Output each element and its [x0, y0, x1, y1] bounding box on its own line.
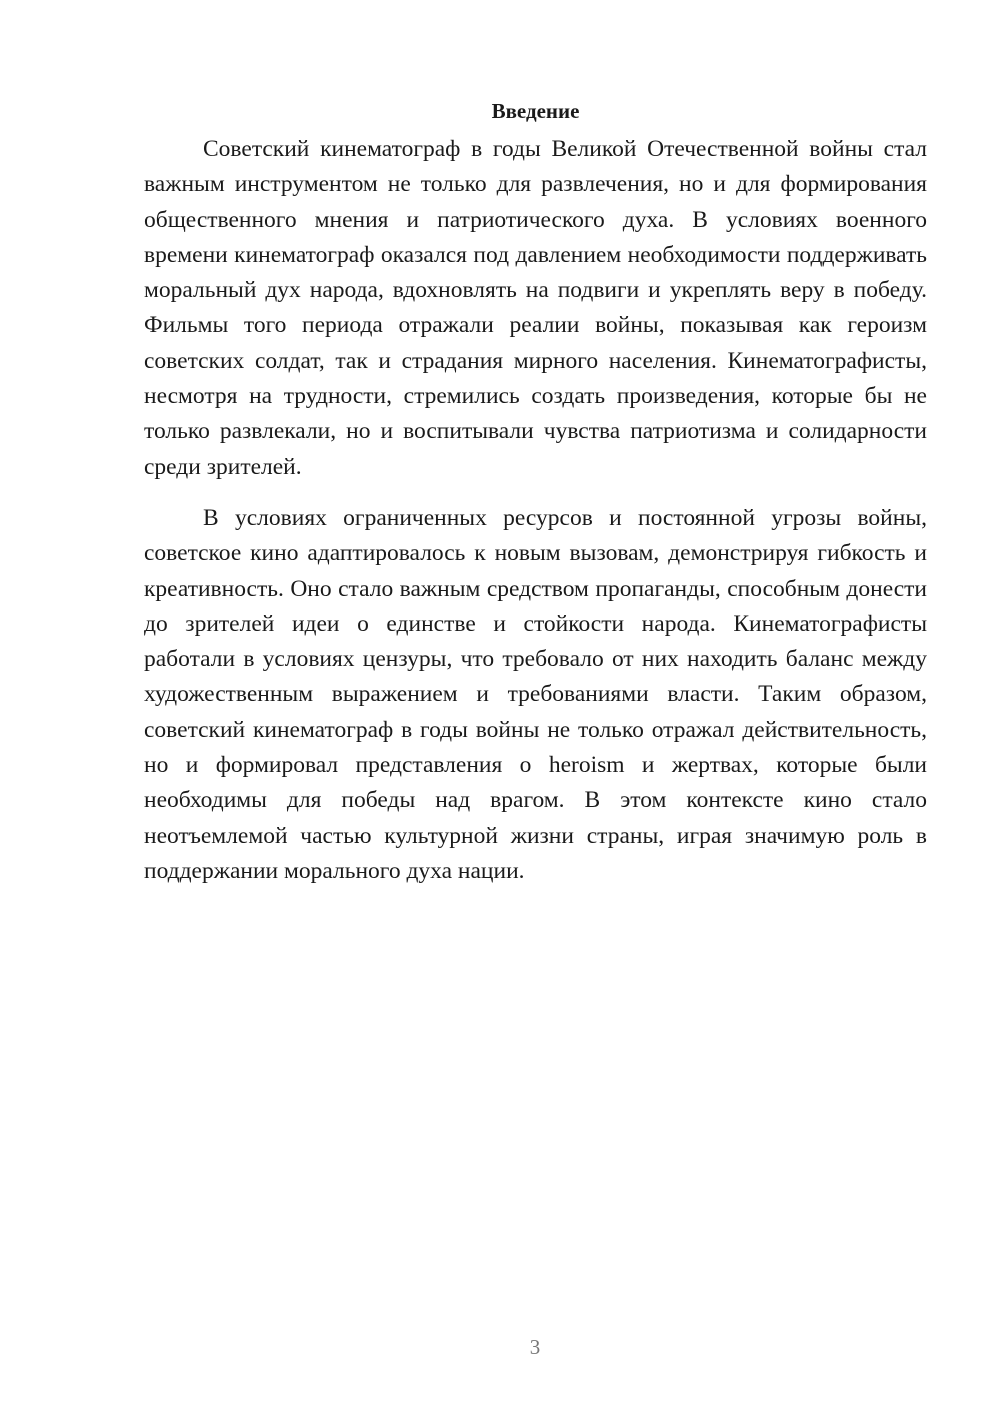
section-title: Введение [491, 99, 580, 123]
page-number: 3 [529, 1335, 541, 1359]
page-content [144, 96, 927, 889]
paragraph-2: В условиях ограниченных ресурсов и постоянной угрозы войны, советское кино адаптировалось к новым вызовам, демонстрируя гибкость и креативность. Оно стало важным средством пропаганды, способным донести до зрителей идеи о единстве и стойкости народа. Кинематографисты работали в условиях цензуры, что требовало от них находить баланс между художественным выражением и требованиями власти. Таким образом, советский кинематограф в годы войны не только отражал действительность, но и формировал представления о heroism и жертвах, которые были необходимы для победы над врагом. В этом контексте кино стало неотъемлемой частью культурной жизни страны, играя значимую роль в поддержании морального духа нации. [144, 504, 927, 884]
paragraph-1: Советский кинематограф в годы Великой Отечественной войны стал важным инструментом не только для развлечения, но и для формирования общественного мнения и патриотического духа. В условиях военного времени кинематограф оказался под давлением необходимости поддерживать моральный дух народа, вдохновлять на подвиги и укреплять веру в победу. Фильмы того периода отражали реалии войны, показывая как героизм советских солдат, так и страдания мирного населения. Кинематографисты, несмотря на трудности, стремились создать произведения, которые бы не только развлекали, но и воспитывали чувства патриотизма и солидарности среди зрителей. [144, 136, 927, 480]
